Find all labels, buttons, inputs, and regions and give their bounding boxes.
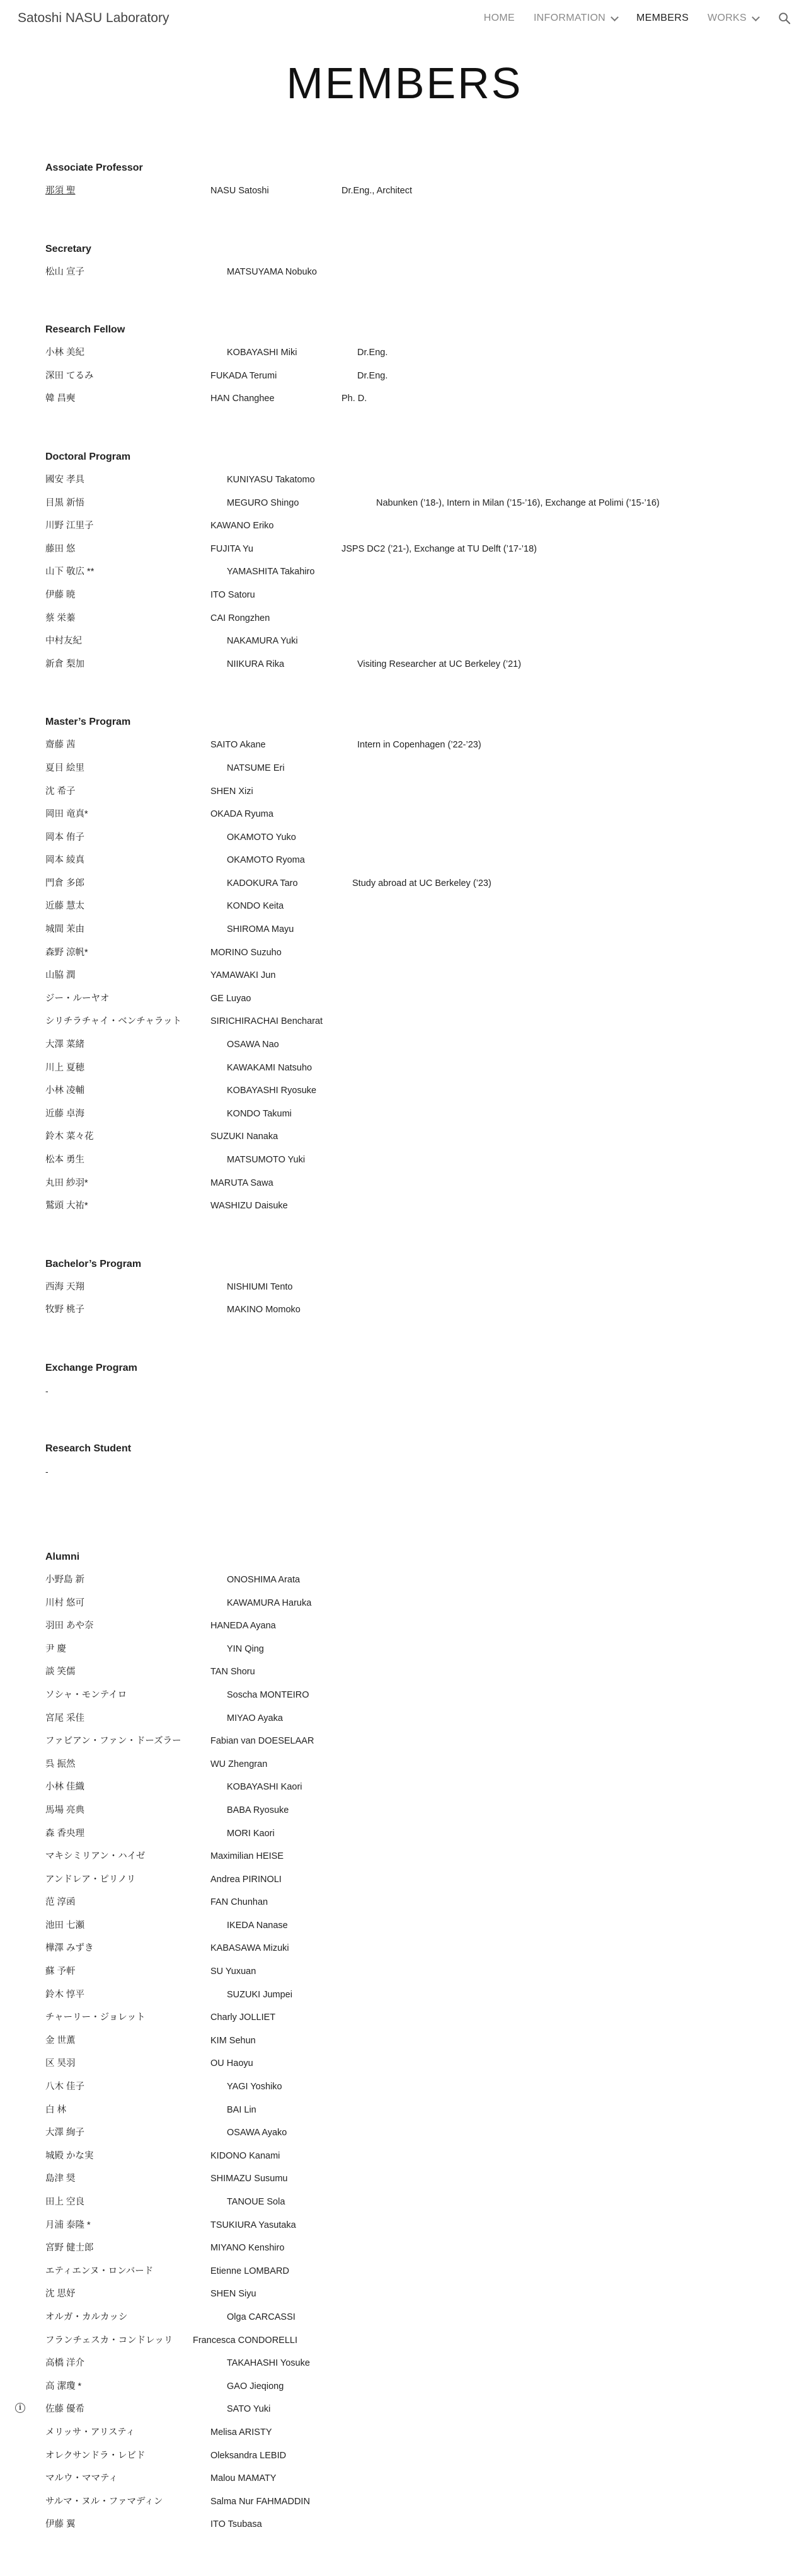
member-name-jp: 樺澤 みずき: [45, 1943, 94, 1954]
member-note: Visiting Researcher at UC Berkeley (’21): [357, 659, 522, 669]
member-row: [45, 2149, 764, 2172]
member-row: [45, 899, 764, 922]
member-name-jp: 蔡 栄蓁: [45, 613, 76, 623]
member-name-jp: 高橋 洋介: [45, 2358, 85, 2369]
member-note: Study abroad at UC Berkeley (’23): [352, 878, 491, 888]
member-name-en: OKAMOTO Ryoma: [227, 855, 305, 866]
member-name-jp: 岡田 竜真*: [45, 809, 88, 820]
member-name-en: MORINO Suzuho: [210, 947, 282, 958]
member-note: Nabunken (’18-), Intern in Milan (’15-’16), Exchange at Polimi (’15-’16): [376, 497, 660, 508]
member-name-jp: 深田 てるみ: [45, 370, 94, 381]
member-row: [45, 2103, 764, 2126]
member-row: [45, 2287, 764, 2310]
member-name-en: IKEDA Nanase: [227, 1920, 288, 1931]
member-name-en: WASHIZU Daisuke: [210, 1201, 288, 1211]
member-name-en: Francesca CONDORELLI: [193, 2335, 297, 2346]
member-row: [45, 968, 764, 992]
member-row: [45, 1280, 764, 1303]
member-row: [45, 738, 764, 761]
member-name-jp: アンドレア・ピリノリ: [45, 1874, 136, 1885]
member-name-jp: 鈴木 菜々花: [45, 1132, 94, 1142]
member-name-jp: 鷲頭 大祐*: [45, 1201, 88, 1211]
member-name-en: GE Luyao: [210, 993, 251, 1004]
member-row: [45, 2380, 764, 2403]
members-content: [45, 161, 764, 2576]
member-row: [45, 2034, 764, 2057]
member-name-jp: シリチラチャイ・ベンチャラット: [45, 1016, 182, 1027]
member-name-en: KADOKURA Taro: [227, 878, 298, 888]
member-note: Dr.Eng.: [357, 370, 388, 381]
member-row: [45, 473, 764, 496]
member-row: [45, 1849, 764, 1873]
section-title: Secretary: [45, 243, 91, 254]
member-name-en: YAGI Yoshiko: [227, 2082, 282, 2092]
member-row: [45, 853, 764, 877]
member-row: [45, 2057, 764, 2080]
member-name-en: GAO Jieqiong: [227, 2381, 284, 2392]
member-name-en: ONOSHIMA Arata: [227, 1574, 301, 1585]
member-name-jp: 馬場 亮典: [45, 1805, 85, 1815]
member-row: [45, 2080, 764, 2103]
member-name-en: NATSUME Eri: [227, 763, 285, 773]
member-section: [45, 450, 764, 680]
member-row: [45, 1107, 764, 1130]
member-row: [45, 1303, 764, 1326]
member-section: [45, 242, 764, 288]
member-name-en: TANOUE Sola: [227, 2197, 285, 2207]
member-name-jp: 羽田 あや奈: [45, 1621, 94, 1631]
member-row: [45, 2195, 764, 2218]
member-name-jp: 岡本 綾真: [45, 855, 85, 866]
member-row: [45, 2356, 764, 2380]
member-row: [45, 1061, 764, 1084]
member-name-en: MIYAO Ayaka: [227, 1713, 283, 1723]
member-row: [45, 946, 764, 969]
member-row: [45, 1919, 764, 1942]
member-name-en: YAMASHITA Takahiro: [227, 567, 315, 577]
member-name-jp: 池田 七瀬: [45, 1920, 85, 1931]
member-name-jp: 松本 勇生: [45, 1155, 85, 1165]
member-name-en: TSUKIURA Yasutaka: [210, 2220, 296, 2230]
member-row: [45, 542, 764, 565]
nav-home[interactable]: HOME: [483, 13, 515, 23]
member-name-jp: 宮尾 采佳: [45, 1713, 85, 1723]
member-name-en: BABA Ryosuke: [227, 1805, 289, 1815]
empty-placeholder: -: [45, 1385, 49, 1396]
member-row: [45, 657, 764, 681]
member-name-jp: 川上 夏穂: [45, 1062, 85, 1073]
member-row: [45, 2126, 764, 2149]
member-row: [45, 2334, 764, 2357]
info-icon[interactable]: i: [15, 2403, 25, 2413]
member-name-en: Charly JOLLIET: [210, 2012, 276, 2023]
member-name-en: MARUTA Sawa: [210, 1177, 273, 1188]
member-row: [45, 1734, 764, 1757]
member-name-en: MATSUMOTO Yuki: [227, 1155, 306, 1165]
member-name-en: SHEN Siyu: [210, 2289, 256, 2300]
section-title: Exchange Program: [45, 1362, 137, 1373]
member-name-en: KUNIYASU Takatomo: [227, 474, 315, 485]
member-row: [45, 1038, 764, 1061]
member-row: [45, 1711, 764, 1735]
member-section: [45, 323, 764, 415]
member-row: [45, 877, 764, 900]
nav-information[interactable]: [534, 13, 617, 24]
member-name-en: CAI Rongzhen: [210, 613, 270, 623]
site-title[interactable]: Satoshi NASU Laboratory: [18, 11, 169, 25]
member-row: [45, 1153, 764, 1176]
member-row: [45, 588, 764, 611]
member-row: [45, 2011, 764, 2034]
member-name-jp: 森 香央理: [45, 1828, 85, 1839]
member-name-en: SUZUKI Nanaka: [210, 1132, 278, 1142]
member-row: [45, 785, 764, 808]
member-name-jp: フランチェスカ・コンドレッリ: [45, 2335, 173, 2346]
member-section: [45, 1442, 764, 1487]
member-name-jp: 高 潔瓊 *: [45, 2381, 82, 2392]
member-row: [45, 2517, 764, 2541]
member-name-jp: 川野 江里子: [45, 521, 94, 531]
member-name-en: Malou MAMATY: [210, 2473, 277, 2484]
member-name-jp: ソシャ・モンテイロ: [45, 1689, 127, 1700]
member-row: [45, 1176, 764, 1200]
member-name-en: KOBAYASHI Kaori: [227, 1782, 302, 1793]
member-row: [45, 1199, 764, 1222]
member-name-jp: 蘇 予軒: [45, 1966, 76, 1977]
member-name-en: TAKAHASHI Yosuke: [227, 2358, 310, 2369]
nav-works-label: WORKS: [708, 13, 747, 23]
member-name-jp: 小林 佳織: [45, 1782, 85, 1793]
member-row: [45, 807, 764, 831]
member-row: [45, 2495, 764, 2518]
member-name-jp: 城間 茉由: [45, 924, 85, 935]
member-row: [45, 369, 764, 392]
member-row: [45, 565, 764, 588]
member-row: [45, 831, 764, 854]
member-name-en: Fabian van DOESELAAR: [210, 1736, 314, 1747]
member-name-en: FUKADA Terumi: [210, 370, 277, 381]
member-name-en: NISHIUMI Tento: [227, 1281, 293, 1292]
nav-members[interactable]: MEMBERS: [636, 13, 689, 23]
member-row: [45, 2449, 764, 2472]
member-row: [45, 2218, 764, 2242]
member-name-jp: マルウ・ママティ: [45, 2473, 118, 2484]
member-name-jp: マキシミリアン・ハイゼ: [45, 1851, 146, 1862]
member-name-jp: 呉 振然: [45, 1759, 76, 1769]
member-note: Ph. D.: [341, 394, 367, 404]
member-name-en: ITO Tsubasa: [210, 2519, 262, 2530]
member-name-en: Melisa ARISTY: [210, 2427, 272, 2437]
member-row: [45, 1573, 764, 1596]
member-name-jp: チャーリー・ジョレット: [45, 2012, 146, 2023]
member-row: [45, 1780, 764, 1803]
member-name-jp: 小林 凌輔: [45, 1086, 85, 1096]
member-row: [45, 1084, 764, 1107]
member-row: [45, 2310, 764, 2334]
member-name-jp: 夏目 絵里: [45, 763, 85, 773]
member-name-en: MIYANO Kenshiro: [210, 2243, 285, 2254]
member-row: [45, 922, 764, 946]
member-name-en: ITO Satoru: [210, 589, 255, 600]
member-name-jp: 國安 孝具: [45, 474, 85, 485]
member-row: [45, 611, 764, 635]
member-row: [45, 1596, 764, 1620]
member-name-en: OSAWA Ayako: [227, 2128, 287, 2138]
member-name-jp: 韓 昌奭: [45, 394, 76, 404]
member-name-jp: 大澤 絢子: [45, 2128, 85, 2138]
member-section: [45, 715, 764, 1222]
chevron-down-icon[interactable]: [611, 13, 619, 21]
member-name-jp: 范 淳函: [45, 1897, 76, 1908]
member-section: [45, 1550, 764, 2541]
member-name-jp: 田上 空良: [45, 2197, 85, 2207]
member-name-jp: オルガ・カルカッシ: [45, 2312, 128, 2322]
member-name-en: SHIROMA Mayu: [227, 924, 294, 935]
member-name-en: KABASAWA Mizuki: [210, 1943, 289, 1954]
member-name-jp: メリッサ・アリスティ: [45, 2427, 135, 2437]
member-name-jp: 小林 美紀: [45, 348, 85, 358]
member-name-jp: 新倉 梨加: [45, 659, 85, 669]
member-row: [45, 1014, 764, 1038]
member-name-en: Salma Nur FAHMADDIN: [210, 2496, 310, 2507]
member-row: [45, 634, 764, 657]
member-name-en: OKAMOTO Yuko: [227, 832, 296, 843]
member-name-en: MATSUYAMA Nobuko: [227, 266, 317, 277]
member-name-en: KAWAKAMI Natsuho: [227, 1062, 313, 1073]
member-name-en: WU Zhengran: [210, 1759, 268, 1769]
member-name-jp: エティエンヌ・ロンバード: [45, 2266, 154, 2276]
section-title: Bachelor’s Program: [45, 1258, 142, 1269]
member-name-jp: 談 笑儒: [45, 1667, 76, 1677]
member-name-en: KIDONO Kanami: [210, 2150, 280, 2161]
member-name-en: MEGURO Shingo: [227, 497, 299, 508]
member-name-en: KOBAYASHI Miki: [227, 348, 297, 358]
main-nav: [484, 11, 791, 25]
member-row: [45, 2471, 764, 2495]
member-name-jp: 牧野 桃子: [45, 1305, 85, 1315]
member-row: [45, 346, 764, 369]
member-row: [45, 1988, 764, 2011]
member-name-jp: 佐藤 優希: [45, 2404, 85, 2415]
member-row: [45, 1665, 764, 1688]
section-title: Research Fellow: [45, 324, 125, 336]
member-name-en: MAKINO Momoko: [227, 1305, 301, 1315]
member-name-jp: オレクサンドラ・レビド: [45, 2450, 146, 2461]
member-name-en: Maximilian HEISE: [210, 1851, 284, 1862]
member-name-jp: 大澤 菜緒: [45, 1040, 85, 1050]
member-row: [45, 1941, 764, 1965]
member-name-en: YIN Qing: [227, 1643, 264, 1654]
member-name-en: Olga CARCASSI: [227, 2312, 295, 2322]
member-name-jp: 伊藤 翼: [45, 2519, 76, 2530]
member-name-en: Oleksandra LEBID: [210, 2450, 287, 2461]
member-note: JSPS DC2 (’21-), Exchange at TU Delft (’17-’18): [341, 543, 537, 554]
member-name-jp: 山脇 潤: [45, 970, 76, 981]
member-name-jp: サルマ・ヌル・ファマディン: [45, 2496, 163, 2507]
member-row: [45, 265, 764, 288]
member-name-en: KAWANO Eriko: [210, 521, 274, 531]
member-name-en: SU Yuxuan: [210, 1966, 256, 1977]
member-name-jp-link[interactable]: 那須 聖: [45, 186, 76, 196]
member-name-jp: ジー・ルーヤオ: [45, 993, 110, 1004]
member-name-jp: 目黒 新悟: [45, 497, 85, 508]
member-row: [45, 519, 764, 542]
member-name-en: SAITO Akane: [210, 740, 266, 751]
member-name-en: BAI Lin: [227, 2104, 256, 2115]
member-row: [45, 1688, 764, 1711]
member-name-jp: 沈 思妤: [45, 2289, 76, 2300]
member-name-jp: ファビアン・ファン・ドーズラー: [45, 1736, 181, 1747]
section-title: Associate Professor: [45, 162, 143, 173]
member-name-jp: 伊藤 暁: [45, 589, 76, 600]
section-title: Research Student: [45, 1443, 132, 1454]
member-name-en: OU Haoyu: [210, 2058, 253, 2069]
member-name-jp: 川村 悠可: [45, 1597, 85, 1608]
member-name-jp: 区 昊羽: [45, 2058, 76, 2069]
member-name-en: KOBAYASHI Ryosuke: [227, 1086, 317, 1096]
member-row: [45, 1803, 764, 1827]
member-name-jp: 金 世薫: [45, 2035, 76, 2046]
member-row: [45, 2172, 764, 2195]
member-name-jp: 西海 天翔: [45, 1281, 85, 1292]
member-name-jp: 丸田 紗羽*: [45, 1177, 88, 1188]
member-name-jp: 岡本 侑子: [45, 832, 85, 843]
member-name-en: MORI Kaori: [227, 1828, 275, 1839]
member-note: Intern in Copenhagen (’22-’23): [357, 740, 481, 751]
member-name-en: Andrea PIRINOLI: [210, 1874, 282, 1885]
page-title: MEMBERS: [286, 59, 523, 108]
member-row: [45, 1642, 764, 1665]
member-name-en: NIIKURA Rika: [227, 659, 285, 669]
member-row: [45, 1757, 764, 1781]
member-name-jp: 近藤 慧太: [45, 901, 85, 912]
member-name-en: HAN Changhee: [210, 394, 275, 404]
member-name-en: SUZUKI Jumpei: [227, 1989, 292, 2000]
chevron-down-icon[interactable]: [752, 13, 760, 21]
member-name-jp: 宮野 健士郎: [45, 2243, 94, 2254]
member-name-en: HANEDA Ayana: [210, 1621, 276, 1631]
member-row: [45, 496, 764, 519]
member-row: [45, 2241, 764, 2264]
member-row: [45, 392, 764, 415]
member-name-en: OSAWA Nao: [227, 1040, 279, 1050]
member-name-jp: 中村友紀: [45, 636, 82, 647]
member-row: [45, 2426, 764, 2449]
member-name-jp: 月浦 泰隆 *: [45, 2220, 91, 2230]
member-row: [45, 2264, 764, 2288]
member-row: [45, 1619, 764, 1642]
member-name-jp: 山下 敬広 **: [45, 567, 95, 577]
member-name-en: TAN Shoru: [210, 1667, 255, 1677]
member-row: [45, 1873, 764, 1896]
member-name-jp: 森野 涼帆*: [45, 947, 88, 958]
member-name-en: Etienne LOMBARD: [210, 2266, 289, 2276]
nav-information-label: INFORMATION: [533, 13, 606, 23]
member-name-en: FAN Chunhan: [210, 1897, 268, 1908]
member-name-en: Soscha MONTEIRO: [227, 1689, 309, 1700]
top-bar: [0, 0, 809, 37]
member-name-jp: 門倉 多郎: [45, 878, 85, 888]
member-name-jp: 沈 希子: [45, 786, 76, 797]
member-name-jp: 城殿 かな実: [45, 2150, 94, 2161]
member-name-en: KIM Sehun: [210, 2035, 256, 2046]
member-row: [45, 992, 764, 1015]
member-name-en: SIRICHIRACHAI Bencharat: [210, 1016, 323, 1027]
member-name-en: KAWAMURA Haruka: [227, 1597, 312, 1608]
member-row: [45, 184, 764, 207]
member-name-jp: 鈴木 惇平: [45, 1989, 85, 2000]
member-row: [45, 1895, 764, 1919]
member-name-en: NASU Satoshi: [210, 186, 269, 196]
section-title: Alumni: [45, 1551, 80, 1562]
member-name-en: KONDO Keita: [227, 901, 284, 912]
member-name-en: FUJITA Yu: [210, 543, 253, 554]
member-name-en: OKADA Ryuma: [210, 809, 273, 820]
member-section: [45, 1361, 764, 1407]
member-name-en: YAMAWAKI Jun: [210, 970, 276, 981]
member-row: [45, 761, 764, 785]
nav-works[interactable]: [708, 13, 759, 24]
member-name-jp: 齋藤 茜: [45, 740, 76, 751]
empty-placeholder: -: [45, 1466, 49, 1477]
member-row: [45, 1130, 764, 1153]
member-row: [45, 1965, 764, 1988]
member-name-jp: 小野島 新: [45, 1574, 85, 1585]
member-name-en: SHEN Xizi: [210, 786, 253, 797]
member-row: [45, 1827, 764, 1850]
member-name-jp: 松山 宣子: [45, 266, 85, 277]
section-title: Master’s Program: [45, 717, 131, 728]
member-name-jp: 白 林: [45, 2104, 67, 2115]
member-name-jp: 島津 奨: [45, 2174, 76, 2184]
member-name-jp: 八木 佳子: [45, 2082, 85, 2092]
member-name-en: SHIMAZU Susumu: [210, 2174, 288, 2184]
member-note: Dr.Eng.: [357, 348, 388, 358]
member-section: [45, 161, 764, 207]
section-title: Doctoral Program: [45, 451, 131, 462]
member-name-en: SATO Yuki: [227, 2404, 271, 2415]
member-row: [45, 2402, 764, 2426]
member-name-en: KONDO Takumi: [227, 1108, 292, 1119]
member-section: [45, 1257, 764, 1326]
member-note: Dr.Eng., Architect: [341, 186, 413, 196]
search-icon[interactable]: [777, 11, 791, 25]
member-name-jp: 近藤 卓海: [45, 1108, 85, 1119]
member-name-en: NAKAMURA Yuki: [227, 636, 298, 647]
member-name-jp: 藤田 悠: [45, 543, 76, 554]
member-name-jp: 尹 慶: [45, 1643, 67, 1654]
